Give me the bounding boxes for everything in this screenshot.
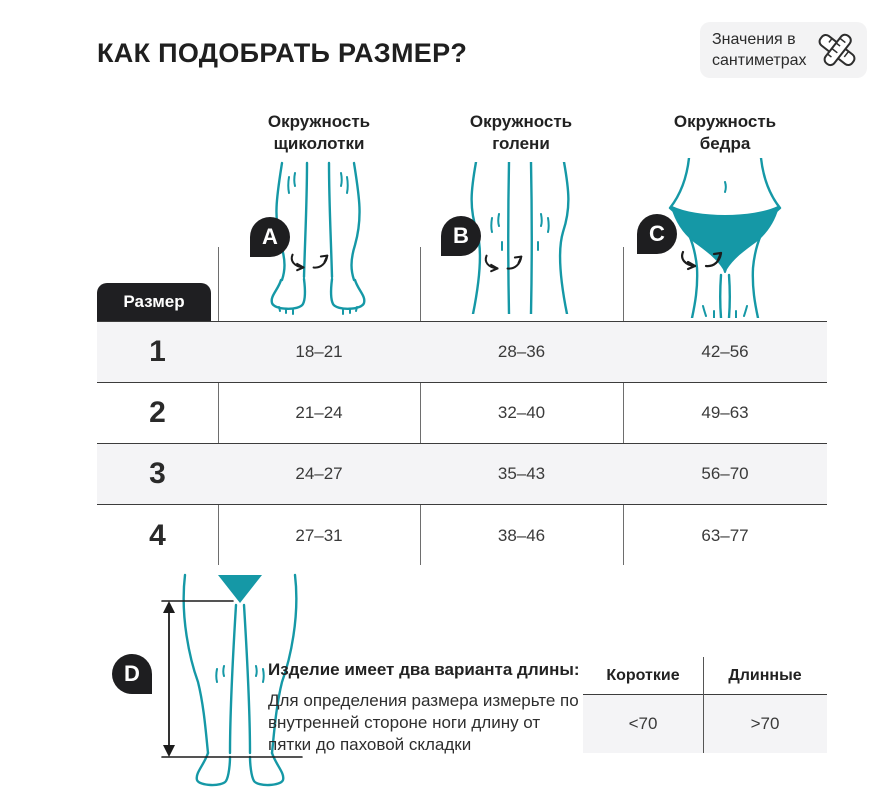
table-row	[97, 322, 827, 383]
marker-letter: B	[453, 223, 469, 248]
length-col-header-long: Длинные	[728, 666, 802, 684]
size-table	[97, 321, 827, 566]
size-cell: 1	[149, 335, 166, 368]
length-description: Для определения размера измерьте по внутренней стороне ноги длину от пятки до паховой складки	[268, 691, 579, 754]
table-row	[97, 383, 827, 444]
calf-value-cell: 28–36	[497, 342, 546, 361]
size-cell: 4	[149, 518, 166, 552]
ankle-value-cell: 24–27	[295, 464, 343, 483]
marker-letter: A	[262, 224, 278, 249]
marker-letter: C	[649, 221, 665, 246]
rotation-arrow-icon	[288, 251, 330, 273]
column-header-calf: Окружность голени	[469, 112, 573, 153]
length-col-header-short: Короткие	[606, 666, 680, 684]
hip-value-cell: 49–63	[701, 403, 749, 422]
page-title: КАК ПОДОБРАТЬ РАЗМЕР?	[97, 38, 468, 68]
marker-badge-a	[250, 217, 290, 257]
marker-badge-d	[112, 654, 152, 694]
ankle-value-cell: 27–31	[295, 525, 343, 545]
hip-value-cell: 56–70	[701, 464, 749, 483]
length-table	[583, 657, 827, 753]
units-badge	[700, 22, 867, 78]
length-table-divider	[703, 657, 704, 753]
column-header-ankle: Окружность щиколотки	[267, 112, 371, 153]
marker-letter: D	[124, 661, 140, 686]
size-cell: 3	[149, 457, 166, 490]
ankle-value-cell: 18–21	[295, 342, 343, 361]
units-badge-label: Значения в сантиметрах	[712, 31, 807, 69]
size-row-header-badge: Размер	[97, 283, 211, 321]
length-value-short: <70	[628, 714, 658, 733]
hip-value-cell: 42–56	[701, 342, 749, 361]
length-table-value-row	[583, 695, 827, 753]
table-row	[97, 505, 827, 566]
length-table-header-row	[583, 657, 827, 695]
table-row	[97, 444, 827, 505]
hip-value-cell: 63–77	[701, 525, 749, 545]
size-cell: 2	[149, 396, 166, 429]
length-value-long: >70	[750, 714, 780, 733]
rotation-arrow-icon	[482, 252, 524, 274]
marker-badge-b	[441, 216, 481, 256]
ankle-value-cell: 21–24	[295, 403, 343, 422]
calf-value-cell: 38–46	[497, 525, 546, 545]
length-heading: Изделие имеет два варианта длины:	[268, 660, 580, 679]
column-header-hip: Окружность бедра	[673, 112, 777, 153]
measuring-tape-icon	[813, 24, 861, 76]
marker-badge-c	[637, 214, 677, 254]
rotation-arrow-icon	[676, 248, 726, 272]
calf-value-cell: 32–40	[497, 403, 546, 422]
calf-value-cell: 35–43	[497, 464, 546, 483]
